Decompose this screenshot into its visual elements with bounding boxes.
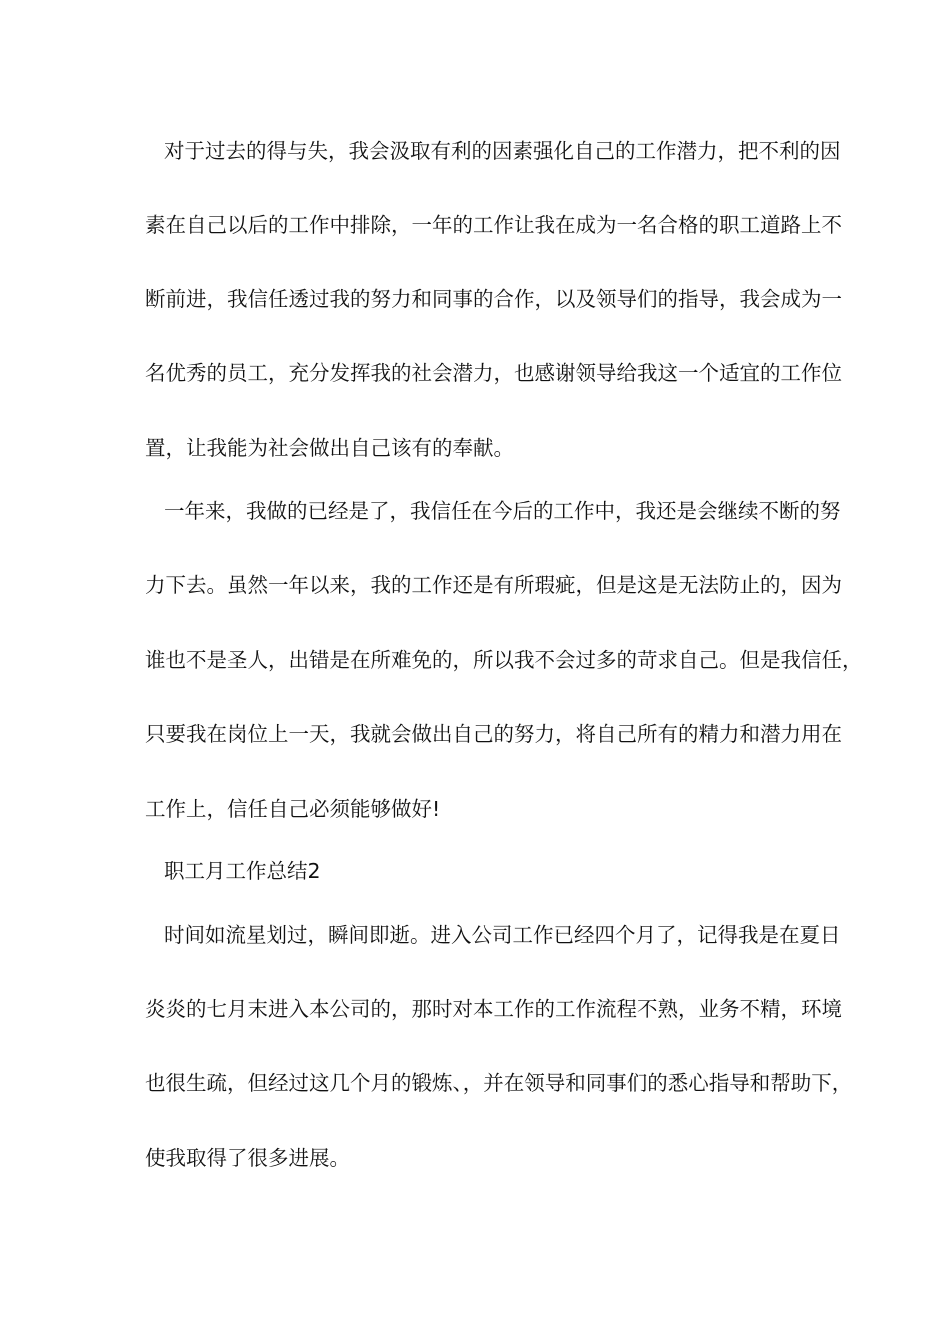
paragraph-1-line-1: 对于过去的得与失，我会汲取有利的因素强化自己的工作潜力，把不利的因 <box>164 139 841 163</box>
paragraph-1-line-5: 置，让我能为社会做出自己该有的奉献。 <box>145 436 514 460</box>
paragraph-2-line-3: 谁也不是圣人，出错是在所难免的，所以我不会过多的苛求自己。但是我信任， <box>145 648 863 672</box>
section-heading: 职工月工作总结2 <box>164 859 321 883</box>
paragraph-3-line-4: 使我取得了很多进展。 <box>145 1146 350 1170</box>
paragraph-1-line-3: 断前进，我信任透过我的努力和同事的合作，以及领导们的指导，我会成为一 <box>145 287 842 311</box>
paragraph-3-line-3: 也很生疏，但经过这几个月的锻炼、，并在领导和同事们的悉心指导和帮助下， <box>145 1071 853 1095</box>
paragraph-2-line-4: 只要我在岗位上一天，我就会做出自己的努力，将自己所有的精力和潜力用在 <box>145 722 842 746</box>
paragraph-2-line-1: 一年来，我做的已经是了，我信任在今后的工作中，我还是会继续不断的努 <box>164 499 841 523</box>
paragraph-2-line-2: 力下去。虽然一年以来，我的工作还是有所瑕疵，但是这是无法防止的，因为 <box>145 573 842 597</box>
paragraph-2-line-5: 工作上，信任自己必须能够做好! <box>145 797 441 821</box>
paragraph-1-line-4: 名优秀的员工，充分发挥我的社会潜力，也感谢领导给我这一个适宜的工作位 <box>145 361 842 385</box>
paragraph-1-line-2: 素在自己以后的工作中排除，一年的工作让我在成为一名合格的职工道路上不 <box>145 213 842 237</box>
paragraph-3-line-1: 时间如流星划过，瞬间即逝。进入公司工作已经四个月了，记得我是在夏日 <box>164 923 841 947</box>
paragraph-3-line-2: 炎炎的七月末进入本公司的，那时对本工作的工作流程不熟，业务不精，环境 <box>145 997 842 1021</box>
